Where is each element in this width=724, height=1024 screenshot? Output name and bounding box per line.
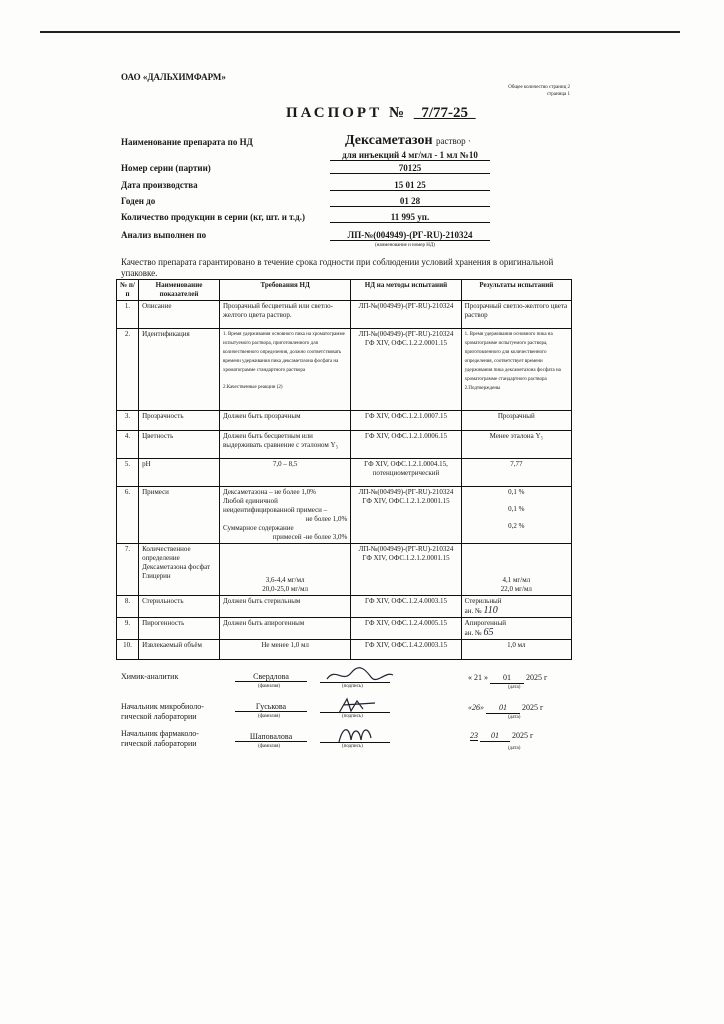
row-res (461, 487, 571, 544)
title-prefix: ПАСПОРТ № (286, 105, 408, 121)
table-row (117, 459, 572, 487)
product-suffix: раствор · (436, 136, 471, 146)
row-name: Пирогенность (139, 618, 220, 640)
row-name: pH (139, 459, 220, 487)
date-value: 15 01 25 (330, 180, 490, 191)
name-line: Глицерин (142, 572, 171, 580)
row-name: Прозрачность (139, 411, 220, 431)
handwritten-number: 110 (483, 605, 498, 616)
pages-total: Общее количество страниц 2 (508, 85, 570, 90)
row-name (139, 544, 220, 596)
date-month: 01 (480, 731, 510, 742)
signature-scribble (335, 695, 385, 717)
scan-edge-line (40, 31, 680, 33)
signature-scribble (335, 720, 385, 746)
label-line: гической лаборатории (121, 712, 197, 721)
table-row (117, 487, 572, 544)
handwritten-number: 65 (483, 627, 494, 638)
row-nd: ЛП-№(004949)-(РГ-RU)-210324 ГФ XIV, ОФС.1.2.1.2.0001.15 (351, 487, 461, 544)
caption-surname: (фамилия) (258, 684, 281, 689)
date-year: 2025 г (526, 673, 548, 682)
table-row (117, 596, 572, 618)
chemist-label: Химик-аналитик (121, 672, 179, 681)
header-res: Результаты испытаний (461, 280, 571, 301)
product-name: Дексаметазон (345, 133, 433, 148)
date-2 (468, 703, 543, 714)
date-day: 23 (470, 731, 478, 740)
row-res: 1,0 мл (461, 640, 571, 660)
row-name: Примеси (139, 487, 220, 544)
label-line: Начальник микробиоло- (121, 702, 204, 711)
row-req: Должен быть апирогенным (219, 618, 350, 640)
row-res (461, 544, 571, 596)
row-num: 5. (117, 459, 139, 487)
req-line: Суммарное содержание (222, 524, 294, 532)
page-current: страница 1 (546, 92, 570, 97)
req-part-2: 2.Качественные реакции (2) (222, 385, 283, 390)
row-num: 3. (117, 411, 139, 431)
caption-surname: (фамилия) (258, 714, 281, 719)
row-req (219, 329, 350, 411)
date-month: 01 (486, 703, 520, 714)
label-line: гической лаборатории (121, 739, 197, 748)
row-nd: ГФ XIV, ОФС.1.2.1.0006.15 (351, 431, 461, 459)
series-value: 70125 (330, 163, 490, 174)
caption-signature: (подпись) (342, 744, 363, 749)
row-num: 6. (117, 487, 139, 544)
name-line: Количественное определение (142, 545, 191, 562)
row-nd: ГФ XIV, ОФС.1.2.4.0005.15 (351, 618, 461, 640)
res-line: 4,1 мг/мл (502, 576, 531, 584)
row-num: 4. (117, 431, 139, 459)
row-res: 7,77 (461, 459, 571, 487)
row-req (219, 544, 350, 596)
analysis-label: Анализ выполнен по (121, 230, 207, 240)
lab2-label (121, 729, 199, 749)
res-line: Апирогенный (464, 619, 507, 627)
table-row (117, 431, 572, 459)
row-name: Цветность (139, 431, 220, 459)
caption-surname: (фамилия) (258, 744, 281, 749)
row-res: Прозрачный (461, 411, 571, 431)
row-nd: ЛП-№(004949)-(РГ-RU)-210324 ГФ XIV, ОФС.1.2.2.0001.15 (351, 329, 461, 411)
table-row (117, 544, 572, 596)
row-res (461, 596, 571, 618)
header-req: Требования НД (219, 280, 350, 301)
req-line: Любой единичной неидентифицированной примеси – (222, 497, 328, 514)
product-name-line (345, 133, 471, 149)
signature-scribble (325, 665, 395, 685)
title-number: _7/77-25_ (413, 105, 476, 121)
res-label: ан. № (464, 607, 482, 615)
row-req (219, 487, 350, 544)
row-nd: ЛП-№(004949)-(РГ-RU)-210324 (351, 301, 461, 329)
row-name: Описание (139, 301, 220, 329)
company-name: ОАО «ДАЛЬХИМФАРМ» (121, 72, 226, 82)
expiry-value: 01 28 (330, 196, 490, 207)
res-part-2: 2.Подтверждены (464, 386, 501, 391)
req-line: примесей -не более 3,0% (272, 533, 348, 541)
date-year: 2025 г (512, 731, 534, 740)
page-counter (470, 84, 570, 98)
analysis-note: (наименование и номер НД) (375, 243, 435, 248)
table-row (117, 640, 572, 660)
date-label: Дата производства (121, 180, 198, 190)
expiry-label: Годен до (121, 196, 156, 206)
row-req: Должен быть прозрачным (219, 411, 350, 431)
row-num: 8. (117, 596, 139, 618)
row-name: Идентификация (139, 329, 220, 411)
req-part-1: 1. Время удерживания основного пика на хроматограмме испытуемого раствора, приготовленного для количественного определения, должно соответствовать времени удерживания пика дексаметазона фосфата на хроматограмме стандартного раствора (222, 332, 345, 373)
res-part-1: 1. Время удерживания основного пика на хроматограмме испытуемого раствора, приготовленного для количественного определения, соответствует времени удерживания пика дексаметазона фосфата на хроматограмме стандартного раствора (464, 332, 561, 382)
label-line: Начальник фармаколо- (121, 729, 199, 738)
table-row (117, 301, 572, 329)
row-req: Должен быть бесцветным или выдерживать сравнение с эталоном Y₅ (219, 431, 350, 459)
res-line: Стерильный (464, 597, 502, 605)
res-line: 0,2 % (508, 522, 525, 530)
qty-label: Количество продукции в серии (кг, шт. и т.д.) (121, 212, 305, 222)
row-req: Должен быть стерильным (219, 596, 350, 618)
name-line: Дексаметазона фосфат (142, 563, 211, 571)
row-name: Стерильность (139, 596, 220, 618)
row-num: 7. (117, 544, 139, 596)
document-title (286, 105, 476, 122)
lab1-name: Гуськова (235, 702, 307, 712)
req-line: 3,6-4,4 мг/мл (265, 576, 305, 584)
row-nd: ЛП-№(004949)-(РГ-RU)-210324 ГФ XIV, ОФС.1.2.1.2.0001.15 (351, 544, 461, 596)
chemist-name: Свердлова (235, 672, 307, 682)
header-name: Наименование показателей (139, 280, 220, 301)
row-req: Прозрачный бесцветный или светло-желтого цвета раствор. (219, 301, 350, 329)
caption-signature: (подпись) (342, 714, 363, 719)
row-res: Менее эталона Y₅ (461, 431, 571, 459)
row-nd: ГФ XIV, ОФС.1.2.1.0007.15 (351, 411, 461, 431)
product-form: для инъекций 4 мг/мл - 1 мл №10 (330, 150, 490, 161)
lab1-label (121, 702, 204, 722)
row-nd: ГФ XIV, ОФС.1.2.1.0004.15, потенциометрический (351, 459, 461, 487)
req-line: Дексаметазона – не более 1,0% (222, 488, 316, 496)
table-row (117, 329, 572, 411)
caption-date: (дата) (508, 685, 521, 690)
res-line: 0,1 % (508, 488, 525, 496)
date-3 (470, 731, 533, 742)
quality-guarantee-text: Качество препарата гарантировано в течение срока годности при соблюдении условий хранения в оригинальной упаковке. (121, 257, 554, 278)
row-nd: ГФ XIV, ОФС.1.4.2.0003.15 (351, 640, 461, 660)
req-line: не более 1,0% (305, 515, 348, 523)
caption-signature: (подпись) (342, 684, 363, 689)
table-row (117, 411, 572, 431)
row-num: 10. (117, 640, 139, 660)
table-header-row (117, 280, 572, 301)
date-month: 01 (490, 673, 524, 684)
row-num: 9. (117, 618, 139, 640)
analysis-value: ЛП-№(004949)-(РГ-RU)-210324 (330, 230, 490, 241)
res-label: ан. № (464, 629, 482, 637)
header-num: № п/п (117, 280, 139, 301)
date-year: 2025 г (522, 703, 544, 712)
row-num: 1. (117, 301, 139, 329)
req-line: 20,0-25,0 мг/мл (262, 585, 309, 593)
product-label: Наименование препарата по НД (121, 137, 253, 147)
row-req: 7,0 – 8,5 (219, 459, 350, 487)
row-req: Не менее 1,0 мл (219, 640, 350, 660)
res-line: 0,1 % (508, 505, 525, 513)
caption-date: (дата) (508, 746, 521, 751)
specification-table (116, 279, 572, 660)
row-name: Извлекаемый объём (139, 640, 220, 660)
header-nd: НД на методы испытаний (351, 280, 461, 301)
row-res: Прозрачный светло-желтого цвета раствор (461, 301, 571, 329)
date-1 (468, 673, 547, 684)
row-num: 2. (117, 329, 139, 411)
table-row (117, 618, 572, 640)
date-day: «26» (468, 703, 484, 712)
caption-date: (дата) (508, 715, 521, 720)
row-res (461, 329, 571, 411)
qty-value: 11 995 уп. (330, 212, 490, 223)
lab2-name: Шаповалова (235, 732, 307, 742)
row-res (461, 618, 571, 640)
series-label: Номер серии (партии) (121, 163, 211, 173)
date-day: « 21 » (468, 673, 488, 682)
row-nd: ГФ XIV, ОФС.1.2.4.0003.15 (351, 596, 461, 618)
res-line: 22,0 мг/мл (500, 585, 532, 593)
